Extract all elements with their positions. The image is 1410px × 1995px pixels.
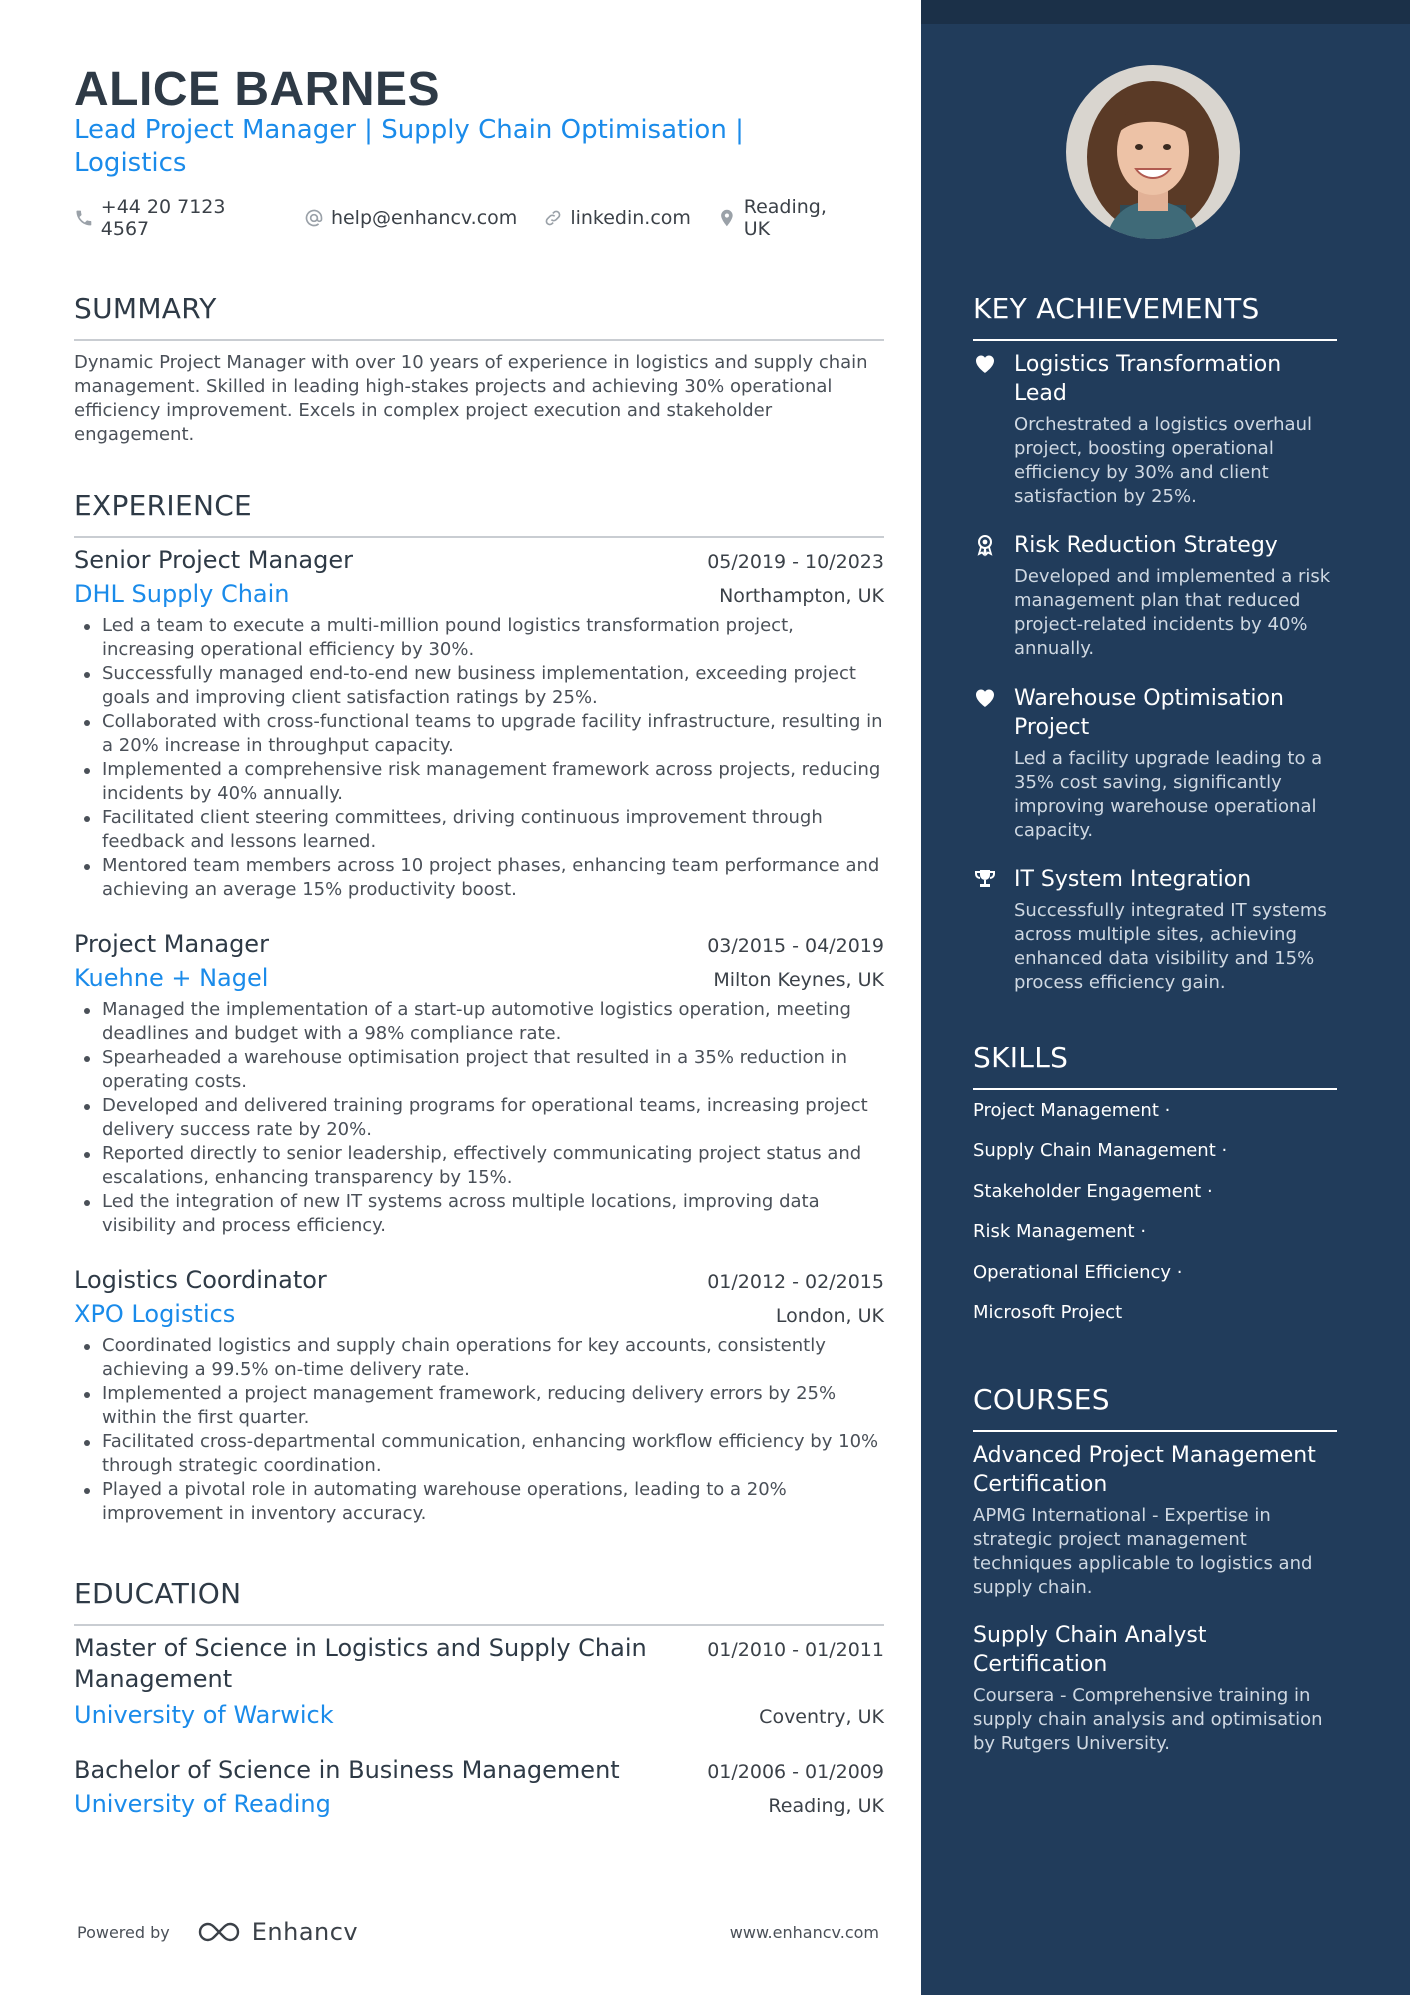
location-pin-icon bbox=[717, 208, 737, 228]
link-icon bbox=[543, 208, 563, 228]
course-item bbox=[973, 1441, 1337, 1600]
education-item bbox=[74, 1756, 884, 1818]
achievements-heading: KEY ACHIEVEMENTS bbox=[973, 292, 1337, 341]
bullet-item: Led the integration of new IT systems across multiple locations, improving data visibility and process efficiency. bbox=[74, 1190, 884, 1238]
education-heading: EDUCATION bbox=[74, 1577, 884, 1626]
candidate-name: ALICE BARNES bbox=[74, 63, 441, 116]
achievement-description: Successfully integrated IT systems across multiple sites, achieving enhanced data visibility and 15% process efficiency gain. bbox=[1014, 900, 1327, 993]
award-icon bbox=[973, 533, 997, 557]
powered-by bbox=[77, 1918, 358, 1946]
job-role: Project Manager bbox=[74, 930, 269, 958]
sidebar bbox=[921, 0, 1410, 1995]
job-company[interactable]: Kuehne + Nagel bbox=[74, 964, 269, 992]
job-bullets bbox=[74, 1334, 884, 1526]
education-dates: 01/2006 - 01/2009 bbox=[707, 1761, 884, 1783]
bullet-item: Facilitated cross-departmental communication, enhancing workflow efficiency by 10% through strategic coordination. bbox=[74, 1430, 884, 1478]
course-description: Coursera - Comprehensive training in supply chain analysis and optimisation by Rutgers University. bbox=[973, 1685, 1323, 1754]
job-dates: 01/2012 - 02/2015 bbox=[707, 1271, 884, 1293]
achievement-description: Developed and implemented a risk management plan that reduced project-related incidents by 40% annually. bbox=[1014, 566, 1331, 659]
bullet-item: Managed the implementation of a start-up automotive logistics operation, meeting deadlines and budget with a 98% compliance rate. bbox=[74, 998, 884, 1046]
contact-linkedin[interactable] bbox=[543, 207, 691, 229]
school-name[interactable]: University of Reading bbox=[74, 1790, 331, 1818]
experience-item bbox=[74, 1266, 884, 1526]
degree-title: Bachelor of Science in Business Management bbox=[74, 1756, 620, 1784]
bullet-item: Mentored team members across 10 project phases, enhancing team performance and achieving an average 15% productivity boost. bbox=[74, 854, 884, 902]
bullet-item: Implemented a comprehensive risk management framework across projects, reducing incidents by 40% annually. bbox=[74, 758, 884, 806]
experience-item bbox=[74, 930, 884, 1238]
bullet-item: Coordinated logistics and supply chain operations for key accounts, consistently achieving a 99.5% on-time delivery rate. bbox=[74, 1334, 884, 1382]
achievement-title: Warehouse Optimisation Project bbox=[1014, 686, 1284, 740]
email-text: help@enhancv.com bbox=[330, 207, 518, 229]
enhancv-logo[interactable] bbox=[196, 1918, 358, 1946]
heart-icon bbox=[973, 686, 997, 710]
education-dates: 01/2010 - 01/2011 bbox=[707, 1639, 884, 1661]
location-text: Reading, UK bbox=[743, 196, 827, 240]
contact-email[interactable] bbox=[304, 207, 517, 229]
achievement-item bbox=[973, 865, 1337, 995]
phone-icon bbox=[74, 208, 94, 228]
skill-label: Supply Chain Management bbox=[973, 1140, 1216, 1161]
footer bbox=[77, 1918, 879, 1946]
job-location: London, UK bbox=[775, 1305, 884, 1327]
bullet-item: Reported directly to senior leadership, effectively communicating project status and escalations, enhancing transparency by 15%. bbox=[74, 1142, 884, 1190]
course-description: APMG International - Expertise in strategic project management techniques applicable to logistics and supply chain. bbox=[973, 1505, 1313, 1598]
skill-label: Risk Management bbox=[973, 1221, 1135, 1242]
skills-heading: SKILLS bbox=[973, 1041, 1337, 1090]
course-title: Supply Chain Analyst Certification bbox=[973, 1623, 1207, 1677]
avatar-illustration bbox=[1066, 65, 1240, 239]
candidate-title: Lead Project Manager | Supply Chain Optimisation | Logistics bbox=[74, 115, 744, 178]
sidebar-top-bar bbox=[921, 0, 1410, 24]
skill-label: Project Management bbox=[973, 1100, 1159, 1121]
skill-label: Operational Efficiency bbox=[973, 1262, 1172, 1283]
job-company[interactable]: DHL Supply Chain bbox=[74, 580, 290, 608]
job-dates: 05/2019 - 10/2023 bbox=[707, 551, 884, 573]
enhancv-logo-icon bbox=[196, 1920, 242, 1944]
course-title: Advanced Project Management Certification bbox=[973, 1443, 1316, 1497]
trophy-icon bbox=[973, 867, 997, 891]
skill-item: Stakeholder Engagement · bbox=[973, 1181, 1213, 1202]
achievement-title: IT System Integration bbox=[1014, 867, 1252, 892]
skill-item: Operational Efficiency · bbox=[973, 1262, 1183, 1283]
skill-label: Microsoft Project bbox=[973, 1302, 1123, 1323]
bullet-item: Led a team to execute a multi-million pound logistics transformation project, increasing operational efficiency by 30%. bbox=[74, 614, 884, 662]
job-location: Northampton, UK bbox=[719, 585, 884, 607]
summary-text: Dynamic Project Manager with over 10 years of experience in logistics and supply chain management. Skilled in leading high-stakes projects and achieving 30% operational efficiency improvement. Excels in complex project execution and stakeholder engagement. bbox=[74, 352, 868, 445]
skill-item: Risk Management · bbox=[973, 1221, 1147, 1242]
experience-item bbox=[74, 546, 884, 902]
job-bullets bbox=[74, 614, 884, 902]
school-location: Coventry, UK bbox=[759, 1706, 884, 1728]
bullet-item: Developed and delivered training programs for operational teams, increasing project delivery success rate by 20%. bbox=[74, 1094, 884, 1142]
powered-by-label: Powered by bbox=[77, 1922, 170, 1942]
school-location: Reading, UK bbox=[768, 1795, 884, 1817]
achievement-item bbox=[973, 684, 1337, 843]
linkedin-text: linkedin.com bbox=[570, 207, 691, 229]
experience-heading: EXPERIENCE bbox=[74, 489, 884, 538]
job-company[interactable]: XPO Logistics bbox=[74, 1300, 236, 1328]
course-item bbox=[973, 1621, 1337, 1756]
skill-label: Stakeholder Engagement bbox=[973, 1181, 1202, 1202]
summary-heading: SUMMARY bbox=[74, 292, 884, 341]
achievement-description: Led a facility upgrade leading to a 35% cost saving, significantly improving warehouse operational capacity. bbox=[1014, 748, 1323, 841]
degree-title: Master of Science in Logistics and Supply Chain Management bbox=[74, 1634, 647, 1693]
education-item bbox=[74, 1633, 884, 1729]
achievement-title: Risk Reduction Strategy bbox=[1014, 533, 1278, 558]
job-dates: 03/2015 - 04/2019 bbox=[707, 935, 884, 957]
job-bullets bbox=[74, 998, 884, 1238]
heart-icon bbox=[973, 352, 997, 376]
skill-item: Project Management · bbox=[973, 1100, 1171, 1121]
at-icon bbox=[304, 208, 324, 228]
brand-name: Enhancv bbox=[251, 1918, 359, 1946]
courses-heading: COURSES bbox=[973, 1383, 1337, 1432]
contact-phone[interactable] bbox=[74, 196, 278, 240]
website-link[interactable]: www.enhancv.com bbox=[729, 1922, 879, 1942]
skill-item bbox=[973, 1302, 1122, 1323]
achievement-description: Orchestrated a logistics overhaul project, boosting operational efficiency by 30% and client satisfaction by 25%. bbox=[1014, 414, 1312, 507]
achievement-item bbox=[973, 531, 1337, 661]
job-location: Milton Keynes, UK bbox=[713, 969, 884, 991]
contact-location bbox=[717, 196, 858, 240]
school-name[interactable]: University of Warwick bbox=[74, 1701, 334, 1729]
job-role: Senior Project Manager bbox=[74, 546, 353, 574]
bullet-item: Implemented a project management framework, reducing delivery errors by 25% within the first quarter. bbox=[74, 1382, 884, 1430]
skill-item: Supply Chain Management · bbox=[973, 1140, 1228, 1161]
achievement-title: Logistics Transformation Lead bbox=[1014, 352, 1282, 406]
bullet-item: Successfully managed end-to-end new business implementation, exceeding project goals and improving client satisfaction ratings by 25%. bbox=[74, 662, 884, 710]
bullet-item: Spearheaded a warehouse optimisation project that resulted in a 35% reduction in operating costs. bbox=[74, 1046, 884, 1094]
avatar bbox=[1066, 65, 1240, 239]
achievement-item bbox=[973, 350, 1337, 509]
job-role: Logistics Coordinator bbox=[74, 1266, 327, 1294]
phone-text: +44 20 7123 4567 bbox=[100, 196, 226, 240]
contact-bar bbox=[74, 196, 884, 240]
bullet-item: Played a pivotal role in automating warehouse operations, leading to a 20% improvement in inventory accuracy. bbox=[74, 1478, 884, 1526]
bullet-item: Collaborated with cross-functional teams to upgrade facility infrastructure, resulting in a 20% increase in throughput capacity. bbox=[74, 710, 884, 758]
bullet-item: Facilitated client steering committees, driving continuous improvement through feedback and lessons learned. bbox=[74, 806, 884, 854]
